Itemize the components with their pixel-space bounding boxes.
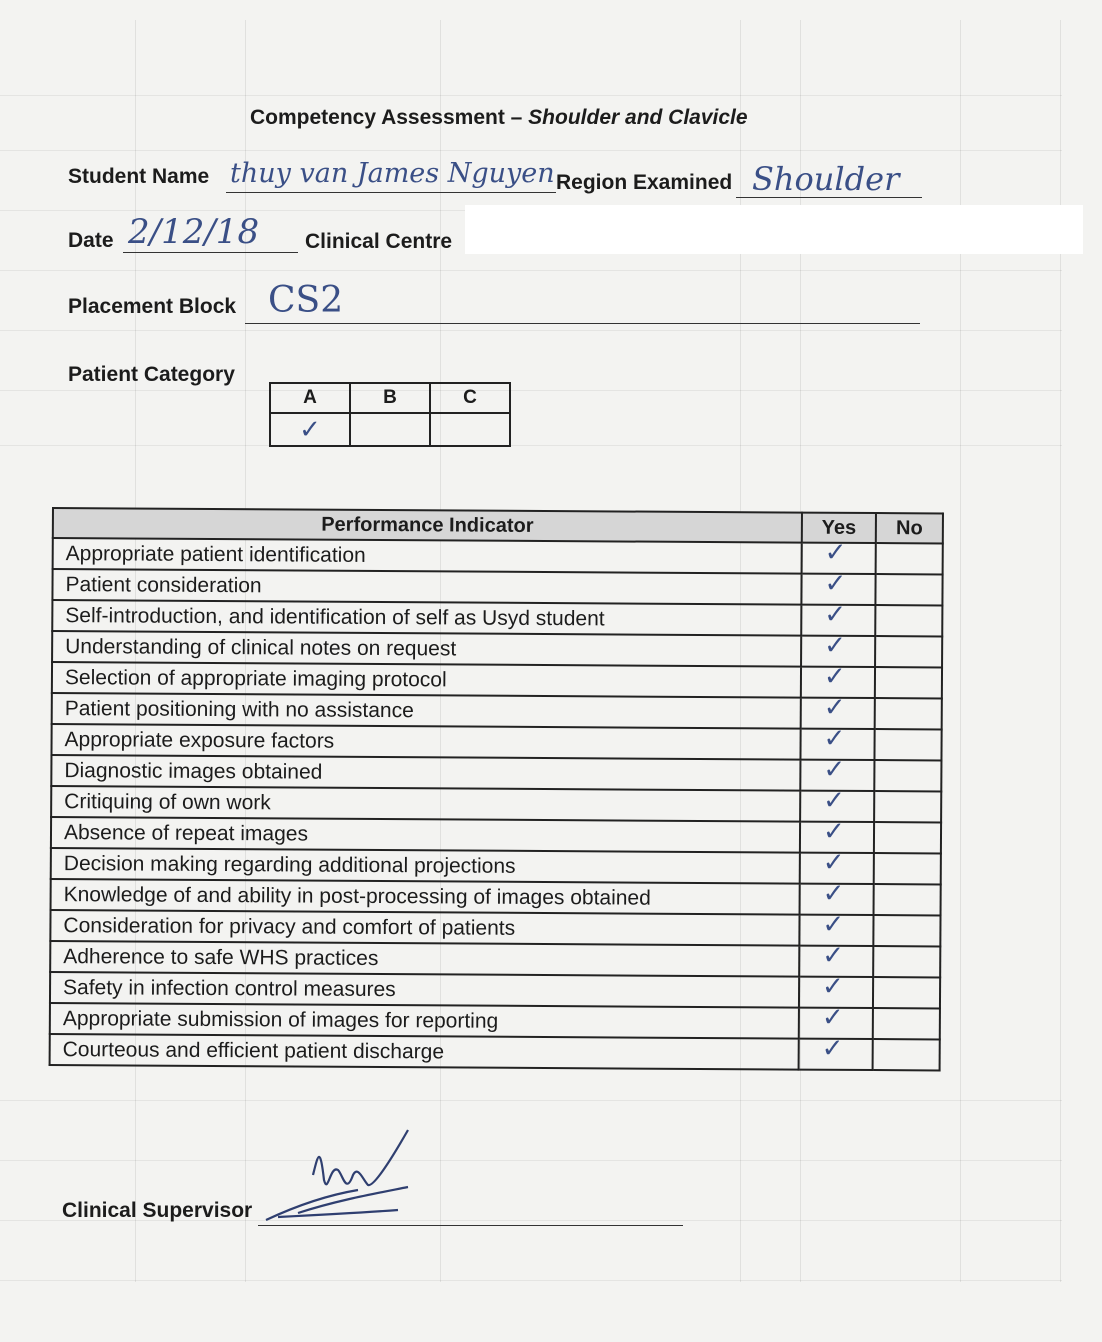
student-name-value[interactable]: thuy van James Nguyen [230, 158, 555, 189]
category-b-checkbox[interactable] [350, 413, 430, 446]
check-mark-icon: ✓ [821, 971, 844, 1002]
placement-block-value[interactable]: CS2 [268, 280, 344, 321]
indicator-cell: Critiquing of own work [51, 786, 800, 822]
check-mark-icon: ✓ [823, 754, 846, 785]
category-c-checkbox[interactable] [430, 413, 510, 446]
indicator-cell: Self-introduction, and identification of self as Usyd student [52, 600, 801, 636]
check-mark-icon: ✓ [824, 630, 847, 661]
check-mark-icon: ✓ [824, 537, 847, 568]
no-checkbox-cell[interactable] [874, 791, 941, 822]
indicator-cell: Diagnostic images obtained [51, 755, 800, 791]
clinical-centre-redaction [465, 205, 1083, 254]
no-checkbox-cell[interactable] [874, 760, 941, 791]
check-mark-icon: ✓ [821, 1002, 844, 1033]
indicator-cell: Appropriate submission of images for reporting [50, 1003, 799, 1039]
indicator-cell: Courteous and efficient patient discharge [50, 1034, 799, 1070]
no-checkbox-cell[interactable] [873, 1039, 940, 1070]
date-label: Date [68, 229, 114, 252]
check-mark-icon: ✓ [822, 847, 845, 878]
indicator-cell: Adherence to safe WHS practices [50, 941, 799, 977]
indicator-cell: Appropriate exposure factors [51, 724, 800, 760]
check-mark-icon: ✓ [821, 1033, 844, 1064]
table-row [50, 1034, 940, 1070]
clinical-supervisor-label: Clinical Supervisor [62, 1199, 253, 1222]
indicator-cell: Consideration for privacy and comfort of patients [50, 910, 799, 946]
no-checkbox-cell[interactable] [875, 574, 942, 605]
check-mark-icon: ✓ [824, 599, 847, 630]
no-checkbox-cell[interactable] [876, 543, 943, 574]
region-examined-label: Region Examined [556, 171, 733, 194]
signature-icon [258, 1125, 428, 1230]
check-mark-icon: ✓ [823, 661, 846, 692]
no-checkbox-cell[interactable] [873, 1008, 940, 1039]
title-main: Competency Assessment – [250, 106, 529, 129]
indicator-cell: Selection of appropriate imaging protocol [52, 662, 801, 698]
check-mark-icon: ✓ [823, 785, 846, 816]
indicator-cell: Appropriate patient identification [53, 538, 802, 574]
form-title [250, 106, 748, 130]
no-checkbox-cell[interactable] [874, 729, 941, 760]
check-mark-icon: ✓ [822, 909, 845, 940]
indicator-cell: Patient positioning with no assistance [52, 693, 801, 729]
category-a-checkbox[interactable] [270, 413, 350, 446]
performance-indicator-table [49, 507, 944, 1071]
category-b-header: B [350, 383, 430, 413]
check-mark-icon: ✓ [822, 878, 845, 909]
no-checkbox-cell[interactable] [875, 605, 942, 636]
no-checkbox-cell[interactable] [875, 698, 942, 729]
patient-category-label: Patient Category [68, 363, 235, 386]
no-checkbox-cell[interactable] [875, 667, 942, 698]
no-checkbox-cell[interactable] [875, 636, 942, 667]
placement-block-label: Placement Block [68, 295, 237, 318]
no-checkbox-cell[interactable] [873, 915, 940, 946]
region-examined-value[interactable]: Shoulder [752, 160, 900, 198]
indicator-cell: Safety in infection control measures [50, 972, 799, 1008]
yes-header: Yes [802, 513, 876, 543]
clinical-centre-label: Clinical Centre [305, 230, 453, 253]
check-mark-icon: ✓ [822, 940, 845, 971]
performance-indicator-header: Performance Indicator [53, 508, 802, 543]
indicator-cell: Absence of repeat images [51, 817, 800, 853]
no-header: No [876, 513, 943, 543]
title-region: Shoulder and Clavicle [528, 106, 748, 129]
date-value[interactable]: 2/12/18 [128, 212, 260, 252]
indicator-cell: Understanding of clinical notes on request [52, 631, 801, 667]
no-checkbox-cell[interactable] [874, 884, 941, 915]
category-c-header: C [430, 383, 510, 413]
category-a-header: A [270, 383, 350, 413]
check-mark-icon: ✓ [299, 414, 321, 444]
check-mark-icon: ✓ [823, 692, 846, 723]
indicator-cell: Decision making regarding additional projections [51, 848, 800, 884]
no-checkbox-cell[interactable] [873, 977, 940, 1008]
indicator-cell: Patient consideration [52, 569, 801, 605]
check-mark-icon: ✓ [822, 816, 845, 847]
patient-category-table [269, 382, 511, 447]
indicator-cell: Knowledge of and ability in post-processing of images obtained [51, 879, 800, 915]
yes-checkbox-cell[interactable] [799, 1033, 873, 1070]
check-mark-icon: ✓ [823, 723, 846, 754]
no-checkbox-cell[interactable] [874, 853, 941, 884]
no-checkbox-cell[interactable] [873, 946, 940, 977]
student-name-label: Student Name [68, 165, 210, 188]
no-checkbox-cell[interactable] [874, 822, 941, 853]
check-mark-icon: ✓ [824, 568, 847, 599]
